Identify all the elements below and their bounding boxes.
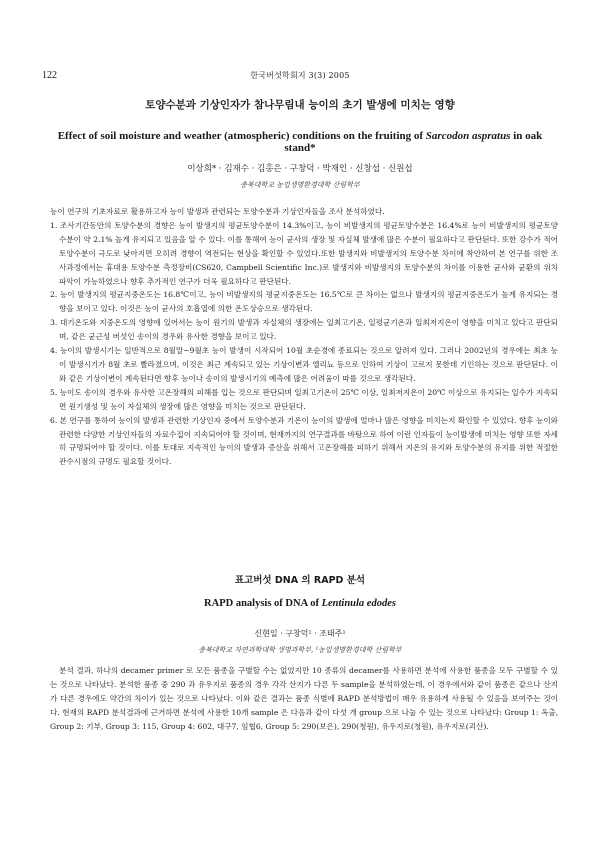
article2-authors: 신현일 · 구창덕¹ · 조태주¹ [254,629,346,638]
article2-title-english-prefix: RAPD analysis of DNA of [204,598,322,609]
running-header [42,70,558,84]
list-item: 6. 본 연구를 통하여 능이의 발생과 관련한 기상인자 중에서 토양수분과 기온이 능이의 발생에 얼마나 많은 영향을 미치는지 확인할 수 있었다. 향후 능이와 관련한 다양한 기상인자들의 자료수집이 지속되어야 할 것이며, 현재까지의 연구결과를 바탕으로 하여 이런 인자들이 능이발생에 미치는 영향 또한 자세히 규명되어야 할 것이다. 이를 토대로 지속적인 능이의 발생과 증산을 위해서 고온장해를 피하기 위해서 지온의 유지와 토양수분의 유지를 위한 적절한 관수시점의 규명도 필요할 것이다. [50,415,558,467]
article1-title-species: Sarcodon aspratus [425,130,511,142]
list-item: 4. 능이의 발생시기는 일반적으로 8월말~9월초 능이 발생이 시작되어 10월 초순경에 종료되는 것으로 알려져 있다. 그러나 2002년의 경우에는 최초 능이 발생시기가 8월 초로 빨라졌으며, 이것은 최근 계속되고 있는 기상이변과 엘리뇨 등으로 인하여 기상이 고르지 못한데 기인하는 것으로 판단된다. 이와 같은 기상이변이 계속된다면 향후 능이나 송이의 발생시기의 예측에 많은 어려움이 따를 것으로 생각된다. [50,346,558,383]
article1-title-english [42,130,558,154]
article1-title-english-prefix: Effect of soil moisture and weather (atmospheric) conditions on the fruiting of [57,130,426,142]
article2-title-english [42,598,558,609]
list-item: 2. 능이 발생지의 평균지중온도는 16.8℃이고, 능이 비발생지의 평균지중온도는 16.5℃로 큰 차이는 없으나 발생지의 평균지중온도가 높게 유지되는 경향을 보이고 있다. 이것은 능이 균사의 호흡열에 의한 온도상승으로 생각된다. [50,290,558,314]
article1-intro: 능이 연구의 기초자료로 활용하고자 능이 발생과 관련되는 토양수분과 기상인자들을 조사 분석하였다. [50,207,385,216]
journal-citation: 한국버섯학회지 3(3) 2005 [250,71,350,80]
article1-body [50,205,558,469]
article1-title-korean: 토양수분과 기상인자가 참나무림내 능이의 초기 발생에 미치는 영향 [145,99,455,111]
article2-title-korean: 표고버섯 DNA 의 RAPD 분석 [234,575,366,586]
article1-findings-list [50,219,558,469]
list-item: 3. 대기온도와 지중온도의 영향에 있어서는 능이 원기의 발생과 자실체의 생장에는 일최고기온, 일평균기온과 일최저지온이 영향을 미치고 있다고 판단되며, 같은 균근성 버섯인 송이의 경우와 유사한 경향을 보이고 있다. [50,318,558,342]
page-number: 122 [42,70,57,81]
article2-body: 분석 결과, 하나의 decamer primer 로 모든 품종을 구별할 수는 없었지만 10 종류의 decamer를 사용하면 분석에 사용한 품종을 모두 구별할 수 있는 것으로 나타났다. 분석한 품종 중 290 과 유우지로 품종의 경우 각각 산지가 다른 두 sample을 분석하였는데, 이 경우에서와 같이 품종은 같으나 산지가 다른 경우에도 약간의 차이가 있는 것으로 나타났다. 이와 같은 결과는 품종 식별에 RAPD 분석방법이 매우 유용하게 사용될 수 있음을 보여주는 것이다. 현재의 RAPD 분석결과에 근거하면 분석에 사용한 10개 sample 은 다음과 같이 다섯 개 group 으로 나눌 수 있는 것으로 나타났다: Group 1: 옥출, Group 2: 기부, Group 3: 115, Group 4: 602, 대구7, 임협6, Group 5: 290(보은), 290(청원), 유우지로(청원), 유우지로(괴산). [50,666,558,731]
article1-affiliation: 충북대학교 농업생명환경대학 산림학부 [240,181,360,189]
list-item: 5. 능이도 송이의 경우와 유사한 고온장해의 피해를 입는 것으로 판단되며 일최고기온이 25℃ 이상, 일최저지온이 20℃ 이상으로 유지되는 일수가 지속되면 원기생성 및 능이 자실체의 생장에 많은 영향을 미치는 것으로 판단된다. [50,387,558,411]
list-item: 1. 조사기간동안의 토양수분의 경향은 능이 발생지의 평균토양수분이 14.3%이고, 능이 비발생지의 평균토양수분은 16.4%로 능이 비발생지의 평균토양수분이 약 2.1% 높게 유지되고 있음을 알 수 있다. 이를 통해여 능이 균사의 생장 및 자실체 발생에 많은 수분이 필요하다고 판단된다. 또한 강수가 적어 토양수분이 극도로 낮아지면 오히려 경향이 역전되는 현상을 확인할 수 있었다.또한 발생지와 비발생지의 토양수분 차이에 착안하여 본 연구를 위한 조사과정에서는 휴대용 토양수분 측정장비(CS620, Campbell Scientific Inc.)로 발생지와 비발생지의 토양수분의 차이를 이용한 균사와 균환의 위치파악이 가능하였으나 향후 추가적인 연구가 더욱 필요하다고 판단된다. [50,220,558,286]
article2-title-species: Lentinula edodes [321,598,396,609]
article1-title-english-suffix: in oak stand* [284,130,543,154]
article2-affiliation: 충북대학교 자연과학대학 생명과학부, ¹농업생명환경대학 산림학부 [198,646,402,654]
article1-authors: 이상희* · 김재수 · 김홍은 · 구창덕 · 박재인 · 신창섭 · 신원섭 [187,164,413,174]
